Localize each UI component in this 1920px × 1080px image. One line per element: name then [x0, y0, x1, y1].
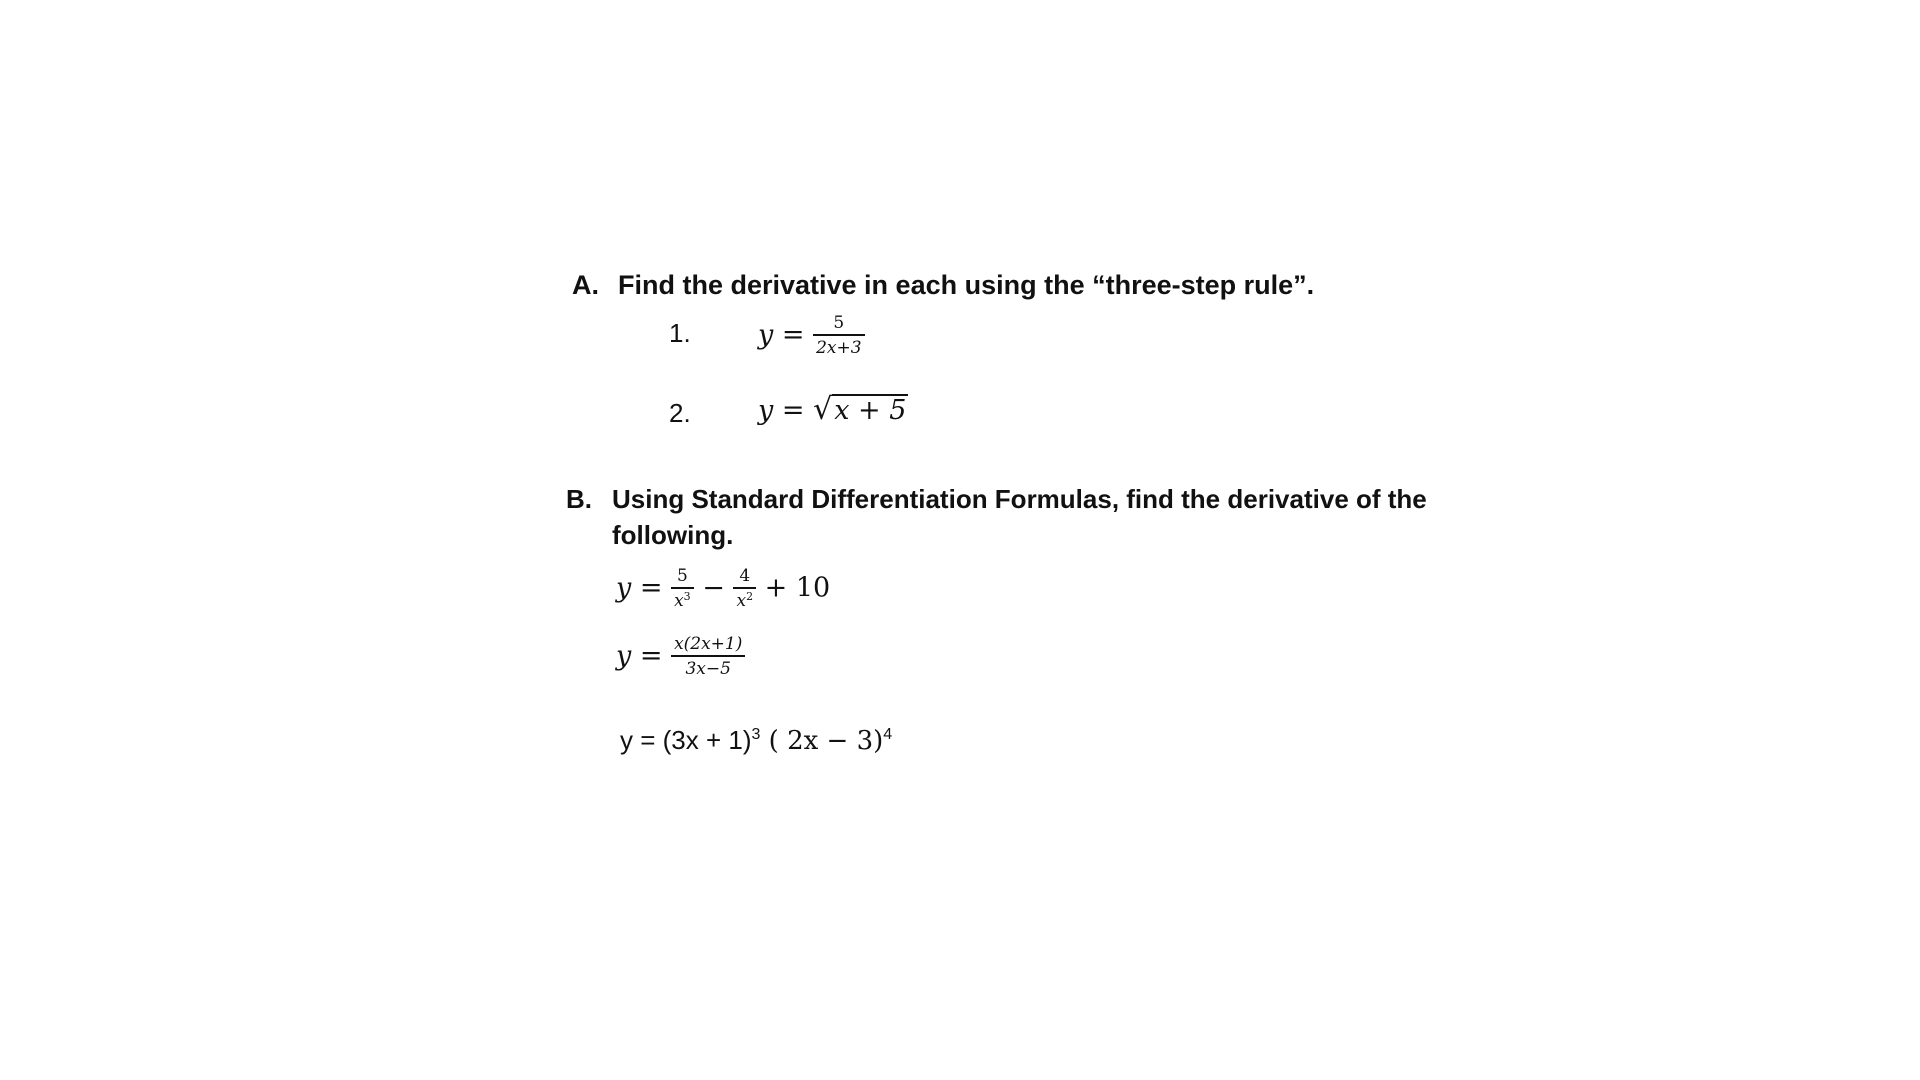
- section-b-instruction: Using Standard Differentiation Formulas, find the derivative of the following.: [612, 484, 1427, 550]
- item-b2-fraction: [671, 634, 745, 680]
- item-b1-term1-numerator: 5: [676, 566, 688, 586]
- item-a1-fraction: [813, 313, 864, 359]
- item-b1-term1-denominator: [671, 590, 694, 612]
- item-b2-denominator: 3x−5: [685, 659, 731, 679]
- item-b3-exp2: 4: [883, 726, 893, 743]
- fraction-bar: [813, 334, 864, 336]
- item-b1-term1-den-base: x: [674, 591, 684, 611]
- item-a2-radicand: x + 5: [834, 395, 907, 426]
- item-a2-sqrt: [813, 394, 908, 426]
- item-a1-numerator: 5: [833, 313, 845, 333]
- item-b3-mid: ( 2x − 3): [760, 726, 884, 756]
- item-a2-equation: [758, 394, 908, 427]
- item-b1-term2-numerator: 4: [739, 566, 751, 586]
- fraction-bar: [671, 587, 694, 589]
- section-b-letter: B.: [566, 484, 592, 514]
- item-b1-tail: + 10: [764, 572, 831, 604]
- item-b1-term1-den-exp: 3: [683, 590, 691, 603]
- item-b1-lhs: y =: [616, 572, 663, 604]
- item-b1-term2-den-base: x: [736, 591, 747, 611]
- item-b2-equation: [616, 634, 745, 680]
- item-b3-prefix: y = (3x + 1): [620, 725, 752, 755]
- item-b1-minus: −: [702, 572, 725, 604]
- item-b2-lhs: y =: [616, 640, 663, 672]
- item-a1-equation: [758, 313, 865, 359]
- section-a-instruction: Find the derivative in each using the “three-step rule”.: [618, 270, 1315, 300]
- item-b3-equation: [620, 724, 892, 757]
- item-b1-fraction-1: [671, 566, 694, 612]
- item-a2-number: 2.: [669, 398, 691, 428]
- section-a-letter: A.: [572, 270, 599, 300]
- item-a1-number: 1.: [669, 318, 691, 348]
- item-a1-lhs: y =: [758, 319, 805, 351]
- sqrt-icon: √: [813, 392, 833, 427]
- item-b2-numerator: x(2x+1): [674, 634, 743, 654]
- item-b1-equation: [616, 566, 830, 612]
- fraction-bar: [671, 655, 745, 657]
- item-a1-denominator: 2x+3: [816, 338, 862, 358]
- item-b1-fraction-2: [733, 566, 756, 612]
- item-b1-term2-denominator: [733, 590, 756, 612]
- item-a2-lhs: y =: [758, 395, 805, 426]
- item-b3-exp1: 3: [751, 726, 761, 743]
- fraction-bar: [733, 587, 756, 589]
- item-b1-term2-den-exp: 2: [746, 590, 754, 603]
